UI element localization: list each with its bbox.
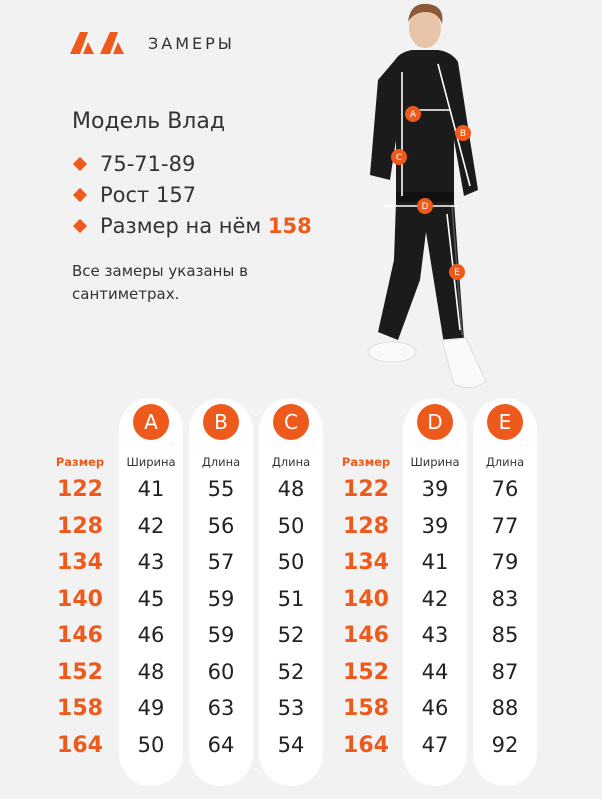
measurement-cell: 64 bbox=[207, 732, 235, 757]
size-cell: 128 bbox=[343, 513, 389, 539]
measurement-cell: 85 bbox=[491, 623, 519, 647]
size-cell: 128 bbox=[57, 513, 103, 539]
model-title: Модель Влад bbox=[72, 109, 226, 134]
diamond-bullet-icon bbox=[73, 187, 87, 201]
measurement-cell: 79 bbox=[491, 550, 519, 574]
column-header: Ширина bbox=[126, 455, 176, 469]
size-cell: 164 bbox=[57, 732, 103, 758]
measurement-cell: 54 bbox=[277, 732, 305, 757]
figure-label-e: E bbox=[454, 268, 460, 278]
brand-logo-icon bbox=[70, 32, 128, 54]
model-height: Рост 157 bbox=[100, 182, 197, 207]
size-header: Размер bbox=[341, 455, 391, 469]
measurement-cell: 87 bbox=[491, 659, 519, 684]
measurement-cell: 43 bbox=[137, 550, 165, 574]
measurement-cell: 50 bbox=[277, 513, 305, 538]
column-header: Ширина bbox=[410, 455, 460, 469]
size-cell: 146 bbox=[57, 623, 103, 648]
measurement-cell: 83 bbox=[491, 586, 519, 611]
measurement-cell: 42 bbox=[137, 513, 165, 538]
measurement-cell: 51 bbox=[277, 586, 305, 611]
units-note: Все замеры указаны в сантиметрах. bbox=[72, 262, 248, 303]
size-cell: 158 bbox=[57, 696, 103, 721]
figure-label-c: C bbox=[395, 153, 403, 163]
measurement-cell: 43 bbox=[421, 623, 449, 647]
measurement-cell: 53 bbox=[277, 696, 305, 720]
measurement-cell: 52 bbox=[277, 659, 305, 684]
measurement-cell: 92 bbox=[491, 732, 519, 757]
model-size-label: Размер на нём bbox=[100, 213, 268, 238]
size-cell: 140 bbox=[343, 586, 389, 612]
column-letter-b: B bbox=[203, 404, 239, 440]
model-params-list bbox=[72, 148, 312, 241]
size-cell: 134 bbox=[57, 550, 103, 575]
measurement-cell: 44 bbox=[421, 659, 449, 684]
figure-label-b: B bbox=[459, 129, 467, 139]
column-header: Длина bbox=[201, 455, 241, 469]
measurement-cell: 59 bbox=[207, 623, 235, 647]
list-item bbox=[72, 210, 312, 241]
column-letter-e: E bbox=[487, 404, 523, 440]
size-cell: 134 bbox=[343, 550, 389, 575]
measurement-cell: 47 bbox=[421, 732, 449, 757]
size-header: Размер bbox=[55, 455, 105, 469]
model-size-value: 158 bbox=[267, 213, 312, 238]
size-cell: 164 bbox=[343, 732, 389, 758]
measurement-cell: 46 bbox=[421, 696, 449, 720]
measurement-cell: 88 bbox=[491, 696, 519, 720]
measurement-cell: 77 bbox=[491, 513, 519, 538]
figure-label-d: D bbox=[421, 202, 429, 212]
measurement-cell: 39 bbox=[421, 477, 449, 501]
measurement-cell: 45 bbox=[137, 586, 165, 611]
measurement-cell: 52 bbox=[277, 623, 305, 647]
measurement-cell: 55 bbox=[207, 477, 235, 501]
diamond-bullet-icon bbox=[73, 156, 87, 170]
measurement-cell: 63 bbox=[207, 696, 235, 720]
column-header: Длина bbox=[271, 455, 311, 469]
measurement-cell: 39 bbox=[421, 513, 449, 538]
brand-name: ЗАМЕРЫ bbox=[148, 34, 235, 53]
measurement-cell: 41 bbox=[137, 477, 165, 501]
list-item bbox=[72, 148, 312, 179]
column-letter-c: C bbox=[273, 404, 309, 440]
measurement-cell: 48 bbox=[137, 659, 165, 684]
measurement-cell: 60 bbox=[207, 659, 235, 684]
measurement-cell: 59 bbox=[207, 586, 235, 611]
measurement-cell: 46 bbox=[137, 623, 165, 647]
diamond-bullet-icon bbox=[73, 218, 87, 232]
size-cell: 152 bbox=[343, 659, 389, 685]
measurement-cell: 42 bbox=[421, 586, 449, 611]
measurement-cell: 41 bbox=[421, 550, 449, 574]
size-cell: 122 bbox=[57, 477, 103, 502]
size-cell: 122 bbox=[343, 477, 389, 502]
size-cell: 146 bbox=[343, 623, 389, 648]
measurement-cell: 76 bbox=[491, 477, 519, 501]
measurement-cell: 50 bbox=[277, 550, 305, 574]
size-cell: 158 bbox=[343, 696, 389, 721]
measurement-cell: 49 bbox=[137, 696, 165, 720]
size-cell: 152 bbox=[57, 659, 103, 685]
column-header: Длина bbox=[485, 455, 525, 469]
measurement-cell: 57 bbox=[207, 550, 235, 574]
model-measurements: 75-71-89 bbox=[100, 151, 196, 176]
measurement-cell: 56 bbox=[207, 513, 235, 538]
model-photo bbox=[350, 0, 510, 400]
figure-label-a: A bbox=[409, 110, 417, 120]
column-letter-d: D bbox=[417, 404, 453, 440]
measurement-cell: 50 bbox=[137, 732, 165, 757]
measurement-cell: 48 bbox=[277, 477, 305, 501]
list-item bbox=[72, 179, 312, 210]
size-cell: 140 bbox=[57, 586, 103, 612]
column-letter-a: A bbox=[133, 404, 169, 440]
